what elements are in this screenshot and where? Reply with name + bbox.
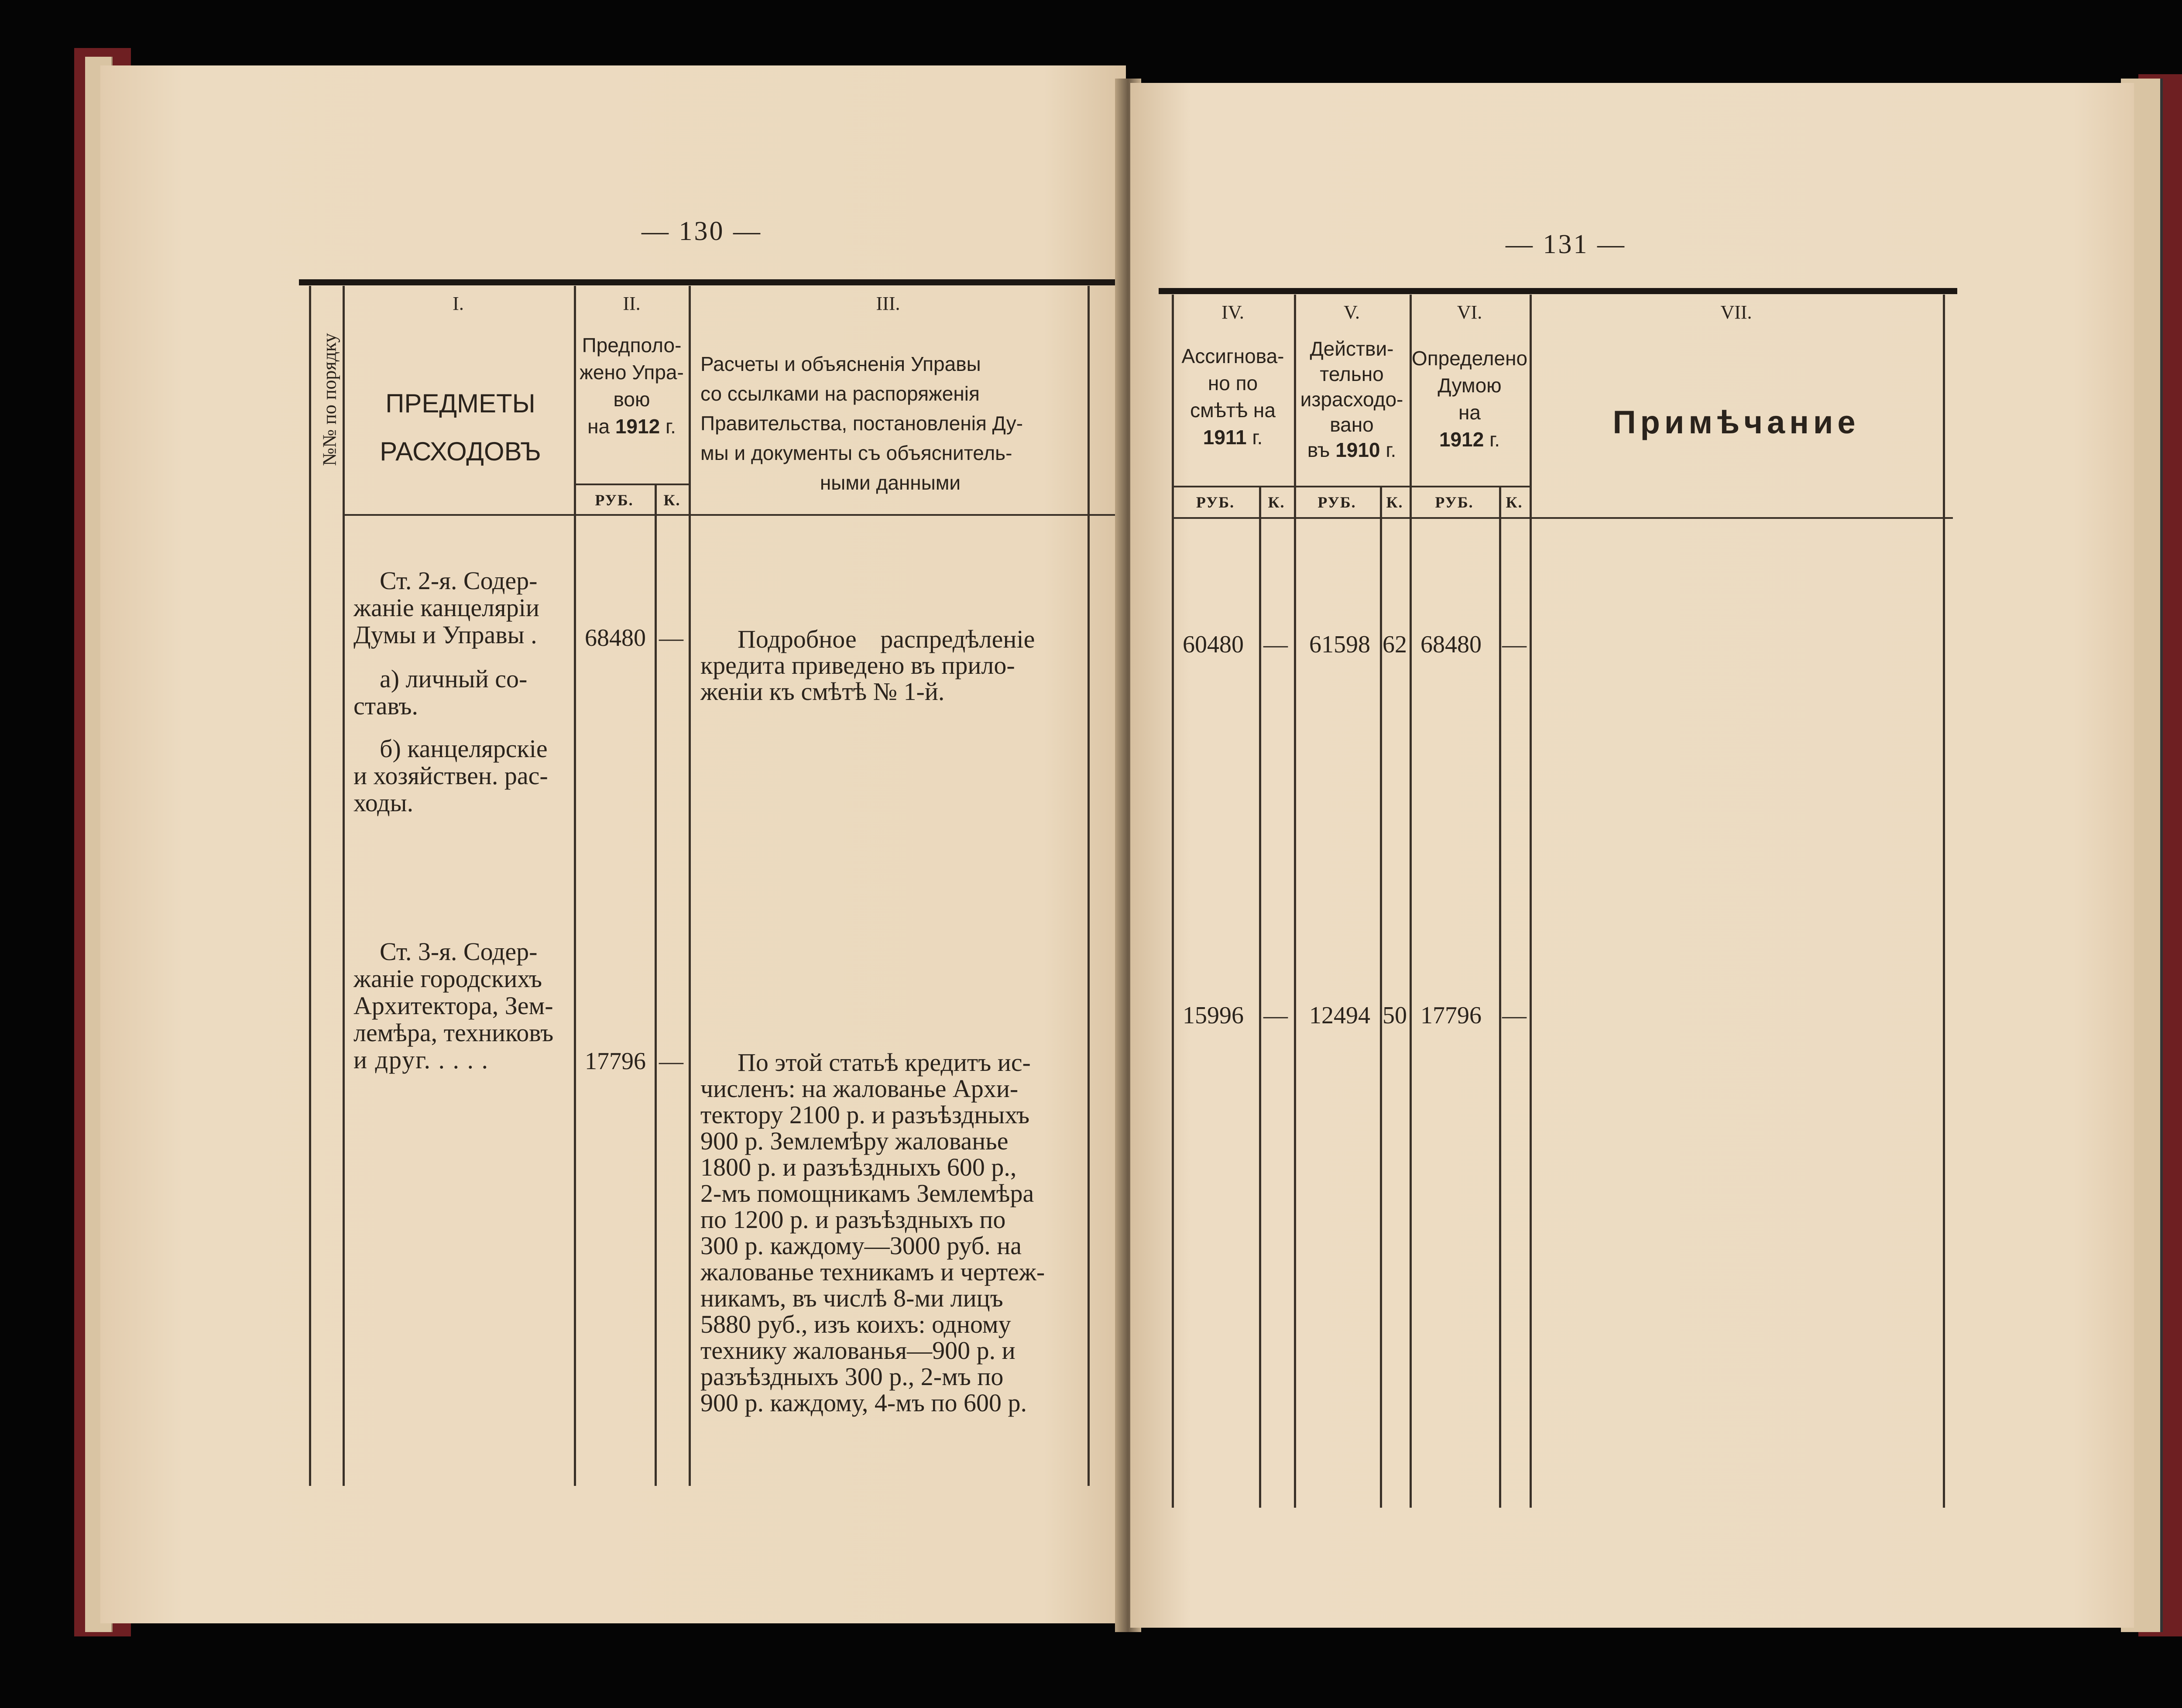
- row-number-header: №№ по порядку: [319, 333, 340, 466]
- row-1-approved-1912-kop: —: [1502, 631, 1527, 658]
- row-2-assigned-1911-rub: 15996: [1183, 1002, 1244, 1029]
- row-2-spent-1910-rub: 12494: [1309, 1002, 1370, 1029]
- row-1-assigned-1911-rub: 60480: [1183, 631, 1244, 658]
- col-4-unit-rub: РУБ.: [1196, 494, 1235, 511]
- col-sep-left-edge: [309, 286, 311, 1486]
- header-bottom-rule-right: [1172, 517, 1953, 519]
- col-4-unit-kop: К.: [1268, 494, 1285, 511]
- row-2-proposed-rub: 17796: [585, 1048, 646, 1075]
- row-2-proposed-kop: —: [659, 1048, 683, 1075]
- col-1-roman: I.: [453, 293, 464, 314]
- row-2-assigned-1911-kop: —: [1263, 1002, 1288, 1029]
- right-page: [1130, 83, 2134, 1628]
- units-rule-top-right: [1172, 486, 1530, 487]
- header-bottom-rule-left: [343, 514, 1172, 516]
- row-2-item: Ст. 3-я. Содер- жаніе городскихъ Архитектора, Зем- лемѣра, техниковъ и друг. . . . .: [353, 937, 554, 1074]
- col-7-roman: VII.: [1720, 302, 1752, 323]
- col-sep-2-3: [689, 286, 691, 1486]
- col-6-title: Определено Думою на 1912 г.: [1411, 347, 1528, 451]
- units-rule-top: [574, 484, 690, 485]
- col-sep-rub-kop-5: [1380, 487, 1382, 1508]
- col-sep-rowno: [343, 286, 345, 1486]
- row-1-approved-1912-rub: 68480: [1420, 631, 1482, 658]
- row-1-proposed-kop: —: [659, 624, 683, 652]
- row-1-explanation: Подробное распредѣленіе кредита приведено въ прило- женіи къ смѣтѣ № 1-й.: [700, 625, 1035, 706]
- col-sep-4-5: [1294, 295, 1296, 1508]
- col-5-title: Действи- тельно израсходо- вано въ 1910 г.: [1300, 337, 1403, 461]
- row-2-spent-1910-kop: 50: [1383, 1002, 1407, 1029]
- col-2-roman: II.: [623, 293, 641, 314]
- col-5-roman: V.: [1343, 302, 1360, 323]
- col-sep-1-2: [574, 286, 576, 1486]
- col-3-title: Расчеты и объясненія Управы со ссылками на распоряженія Правительства, постановленія Ду- мы и документы съ объяснитель- ными данными: [700, 353, 1023, 494]
- col-7-title: Примѣчание: [1612, 404, 1860, 440]
- top-rule-right: [1159, 288, 1957, 294]
- col-6-unit-kop: К.: [1506, 494, 1523, 511]
- col-sep-rub-kop-2: [655, 484, 657, 1486]
- col-5-unit-rub: РУБ.: [1317, 494, 1356, 511]
- page-number-left: — 130 —: [642, 216, 762, 246]
- row-1-proposed-rub: 68480: [585, 624, 646, 652]
- col-sep-5-6: [1410, 295, 1412, 1508]
- col-6-unit-rub: РУБ.: [1435, 494, 1474, 511]
- col-3-roman: III.: [876, 293, 900, 314]
- row-1-item: Ст. 2-я. Содер- жаніе канцеляріи Думы и Управы .: [353, 566, 539, 649]
- col-2-unit-rub: РУБ.: [595, 491, 634, 509]
- row-2-explanation: По этой статьѣ кредитъ ис- численъ: на жалованье Архи- тектору 2100 р. и разъѣздныхъ 900 р. Землемѣру жалованье 1800 р. и разъѣздныхъ 600 р., 2-мъ помощникамъ Землемѣра по 1200 р. и разъѣздныхъ по 300 р. каждому—3000 руб. на жалованье техникамъ и чертеж- никамъ, въ числѣ 8-ми лицъ 5880 руб., изъ коихъ: одному технику жалованья—900 р. и разъѣздныхъ 300 р., 2-мъ по 900 р. каждому, 4-мъ по 600 р.: [700, 1048, 1045, 1417]
- row-1-sub-a: а) личный со- ставъ.: [353, 665, 528, 720]
- col-sep-4-left: [1172, 295, 1174, 1508]
- col-sep-rub-kop-6: [1499, 487, 1501, 1508]
- col-sep-rub-kop-4: [1259, 487, 1261, 1508]
- col-5-unit-kop: К.: [1386, 494, 1403, 511]
- row-1-spent-1910-rub: 61598: [1309, 631, 1370, 658]
- col-2-title: Предполо- жено Упра- вою на 1912 г.: [580, 334, 684, 438]
- col-sep-6-7: [1530, 295, 1532, 1508]
- col-1-title: ПРЕДМЕТЫ РАСХОДОВЪ: [380, 389, 541, 466]
- row-1-sub-b: б) канцелярскіе и хозяйствен. рас- ходы.: [353, 734, 548, 817]
- col-2-unit-kop: К.: [663, 491, 681, 509]
- col-sep-right-edge: [1088, 286, 1090, 1486]
- col-6-roman: VI.: [1457, 302, 1482, 323]
- col-4-roman: IV.: [1221, 302, 1244, 323]
- page-number-right: — 131 —: [1506, 230, 1626, 259]
- row-2-approved-1912-rub: 17796: [1420, 1002, 1482, 1029]
- row-1-spent-1910-kop: 62: [1383, 631, 1407, 658]
- col-sep-7-right: [1943, 295, 1945, 1508]
- row-1-assigned-1911-kop: —: [1263, 631, 1288, 658]
- left-page: [100, 65, 1126, 1623]
- top-rule-left: [299, 279, 1204, 285]
- col-4-title: Ассигнова- но по смѣтѣ на 1911 г.: [1181, 345, 1284, 449]
- row-2-approved-1912-kop: —: [1502, 1002, 1527, 1029]
